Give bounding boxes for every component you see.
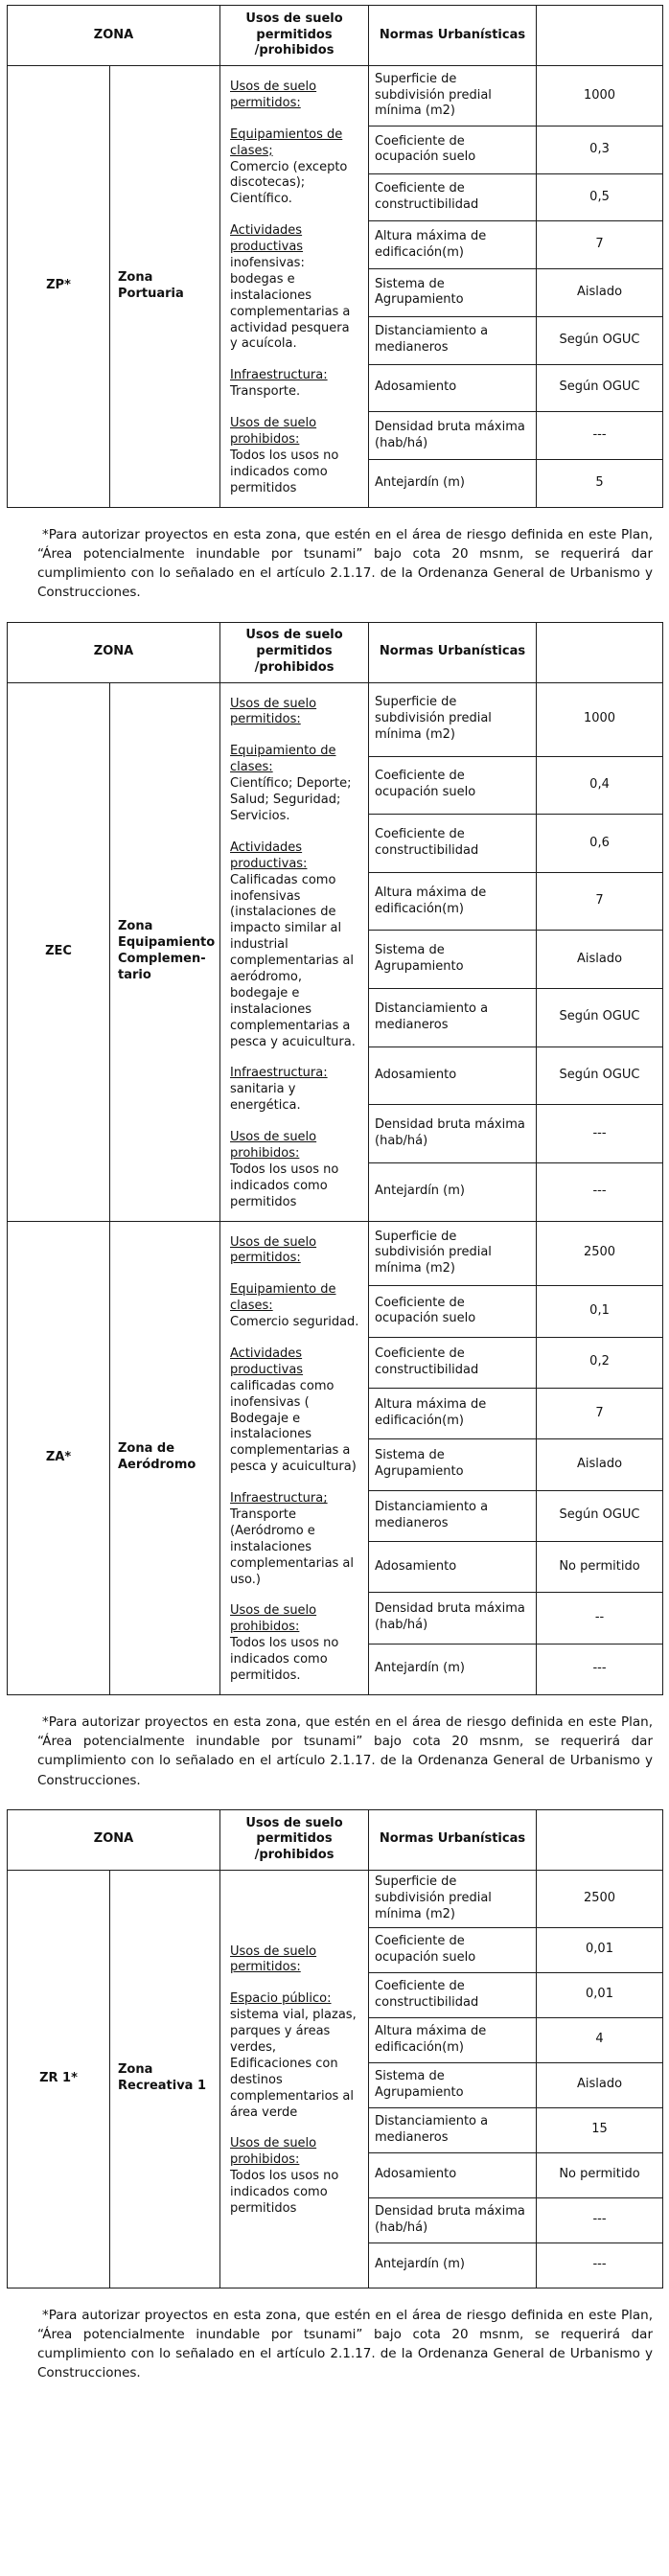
land-use-heading: Equipamiento de clases: bbox=[230, 1282, 336, 1314]
norm-label: Altura máxima de edificación(m) bbox=[369, 872, 537, 931]
normas-header-cell: Normas Urbanísticas bbox=[369, 6, 537, 66]
norm-value: 2500 bbox=[537, 1870, 663, 1927]
norm-label: Coeficiente de constructibilidad bbox=[369, 1972, 537, 2017]
land-use-block bbox=[230, 1603, 360, 1684]
land-use-body: Transporte. bbox=[230, 384, 301, 400]
norm-label: Coeficiente de ocupación suelo bbox=[369, 1927, 537, 1972]
land-use-heading: Usos de suelo permitidos: bbox=[230, 80, 317, 110]
norm-value: --- bbox=[537, 2197, 663, 2242]
land-use-block bbox=[230, 416, 360, 496]
norm-label: Altura máxima de edificación(m) bbox=[369, 221, 537, 269]
norm-value-header-cell bbox=[537, 622, 663, 682]
land-use-block bbox=[230, 744, 360, 824]
norm-label: Distanciamiento a medianeros bbox=[369, 1490, 537, 1541]
land-use-cell bbox=[220, 682, 369, 1221]
norm-label: Distanciamiento a medianeros bbox=[369, 988, 537, 1046]
land-use-block bbox=[230, 1346, 360, 1476]
land-use-block bbox=[230, 223, 360, 353]
land-use-block bbox=[230, 80, 360, 112]
norm-label: Distanciamiento a medianeros bbox=[369, 316, 537, 364]
land-use-body: Calificadas como inofensivas (instalaciones de impacto similar al industrial complementarias al aeródromo, bodegaje e instalaciones complementarias a pesca y acuicultura. bbox=[230, 872, 356, 1049]
zone-name: Zona de Aeródromo bbox=[110, 1221, 220, 1694]
norm-label: Superficie de subdivisión predial mínima (m2) bbox=[369, 1221, 537, 1286]
norm-label: Adosamiento bbox=[369, 2152, 537, 2197]
norm-row bbox=[8, 66, 663, 126]
norm-label: Densidad bruta máxima (hab/há) bbox=[369, 2197, 537, 2242]
norm-value-header-cell bbox=[537, 1809, 663, 1870]
table-header-row bbox=[8, 6, 663, 66]
norm-label: Antejardín (m) bbox=[369, 1162, 537, 1221]
norm-value: Según OGUC bbox=[537, 1490, 663, 1541]
norm-label: Sistema de Agrupamiento bbox=[369, 269, 537, 317]
norm-label: Densidad bruta máxima (hab/há) bbox=[369, 412, 537, 460]
norm-label: Densidad bruta máxima (hab/há) bbox=[369, 1593, 537, 1644]
norm-label: Superficie de subdivisión predial mínima (m2) bbox=[369, 682, 537, 756]
land-use-block bbox=[230, 840, 360, 1051]
norm-value: --- bbox=[537, 1644, 663, 1694]
zone-table bbox=[7, 622, 663, 1695]
zone-table bbox=[7, 1809, 663, 2288]
norm-value: Aislado bbox=[537, 1439, 663, 1490]
norm-value: Según OGUC bbox=[537, 988, 663, 1046]
norm-value: Aislado bbox=[537, 2062, 663, 2107]
footnote: *Para autorizar proyectos en esta zona, que estén en el área de riesgo definida en este Plan, “Área potencialmente inundable por tsunami” bajo cota 20 msnm, se requerirá dar cumplimiento con lo señalado en el artículo 2.1.17. de la Ordenanza General de Urbanismo y Construcciones. bbox=[37, 526, 653, 601]
norm-label: Antejardín (m) bbox=[369, 2242, 537, 2288]
norm-row bbox=[8, 1870, 663, 1927]
norm-value: --- bbox=[537, 1105, 663, 1163]
norm-label: Sistema de Agrupamiento bbox=[369, 2062, 537, 2107]
land-use-block bbox=[230, 127, 360, 208]
usos-header-cell: Usos de suelo permitidos /prohibidos bbox=[220, 1809, 369, 1870]
land-use-body: Transporte (Aeródromo e instalaciones complementarias al uso.) bbox=[230, 1507, 355, 1587]
land-use-heading: Actividades productivas bbox=[230, 1346, 304, 1377]
norm-row bbox=[8, 1221, 663, 1286]
norm-value: 0,01 bbox=[537, 1972, 663, 2017]
norm-label: Altura máxima de edificación(m) bbox=[369, 1388, 537, 1438]
land-use-body: inofensivas: bodegas e instalaciones complementarias a actividad pesquera y acuícola. bbox=[230, 256, 351, 352]
norm-label: Adosamiento bbox=[369, 1046, 537, 1105]
land-use-block bbox=[230, 1130, 360, 1210]
land-use-body: Comercio (excepto discotecas); Científico. bbox=[230, 159, 348, 207]
norm-value: Aislado bbox=[537, 269, 663, 317]
norm-value: 5 bbox=[537, 459, 663, 507]
normas-header-cell: Normas Urbanísticas bbox=[369, 622, 537, 682]
norm-value: 4 bbox=[537, 2017, 663, 2062]
land-use-body: Científico; Deporte; Salud; Seguridad; Servicios. bbox=[230, 776, 352, 823]
norm-label: Coeficiente de constructibilidad bbox=[369, 173, 537, 221]
land-use-body: Todos los usos no indicados como permitidos bbox=[230, 448, 339, 495]
zona-header-cell: ZONA bbox=[8, 6, 220, 66]
land-use-body: sanitaria y energética. bbox=[230, 1082, 301, 1114]
land-use-cell bbox=[220, 66, 369, 508]
land-use-heading: Usos de suelo prohibidos: bbox=[230, 1130, 317, 1161]
norm-label: Coeficiente de constructibilidad bbox=[369, 815, 537, 873]
zone-name: Zona Recreativa 1 bbox=[110, 1870, 220, 2288]
land-use-heading: Infraestructura: bbox=[230, 368, 328, 383]
footnote: *Para autorizar proyectos en esta zona, que estén en el área de riesgo definida en este Plan, “Área potencialmente inundable por tsunami” bajo cota 20 msnm, se requerirá dar cumplimiento con lo señalado en el artículo 2.1.17. de la Ordenanza General de Urbanismo y Construcciones. bbox=[37, 1714, 653, 1788]
norm-value: Aislado bbox=[537, 931, 663, 989]
norm-label: Coeficiente de ocupación suelo bbox=[369, 756, 537, 815]
land-use-block bbox=[230, 1235, 360, 1268]
norm-value: 0,5 bbox=[537, 173, 663, 221]
land-use-heading: Usos de suelo permitidos: bbox=[230, 1944, 317, 1975]
zone-table bbox=[7, 5, 663, 508]
land-use-heading: Actividades productivas bbox=[230, 223, 304, 255]
zone-name: Zona Equipamiento Complemen-tario bbox=[110, 682, 220, 1221]
norm-row bbox=[8, 682, 663, 756]
norm-value: 7 bbox=[537, 872, 663, 931]
land-use-heading: Infraestructura; bbox=[230, 1491, 328, 1506]
norm-value: 0,6 bbox=[537, 815, 663, 873]
zone-code: ZP* bbox=[8, 66, 110, 508]
land-use-block bbox=[230, 1491, 360, 1588]
norm-label: Coeficiente de constructibilidad bbox=[369, 1337, 537, 1388]
norm-label: Coeficiente de ocupación suelo bbox=[369, 1286, 537, 1337]
norm-value: 0,2 bbox=[537, 1337, 663, 1388]
norm-value-header-cell bbox=[537, 6, 663, 66]
norm-value: Según OGUC bbox=[537, 316, 663, 364]
norm-value: 0,1 bbox=[537, 1286, 663, 1337]
land-use-block bbox=[230, 1282, 360, 1331]
norm-value: Según OGUC bbox=[537, 364, 663, 412]
land-use-body: sistema vial, plazas, parques y áreas verdes, Edificaciones con destinos complementarios al área verde bbox=[230, 2008, 357, 2120]
norm-value: --- bbox=[537, 2242, 663, 2288]
land-use-block bbox=[230, 697, 360, 729]
norm-value: 1000 bbox=[537, 682, 663, 756]
norm-value: 0,3 bbox=[537, 126, 663, 174]
zone-name: Zona Portuaria bbox=[110, 66, 220, 508]
table-header-row bbox=[8, 622, 663, 682]
land-use-heading: Espacio público: bbox=[230, 1991, 332, 2007]
norm-value: 7 bbox=[537, 221, 663, 269]
norm-label: Coeficiente de ocupación suelo bbox=[369, 126, 537, 174]
norm-value: 15 bbox=[537, 2107, 663, 2152]
land-use-body: calificadas como inofensivas ( Bodegaje e instalaciones complementarias a pesca y acuicultura) bbox=[230, 1378, 357, 1475]
land-use-body: Todos los usos no indicados como permitidos bbox=[230, 1162, 339, 1209]
zone-code: ZR 1* bbox=[8, 1870, 110, 2288]
norm-label: Altura máxima de edificación(m) bbox=[369, 2017, 537, 2062]
land-use-heading: Usos de suelo prohibidos: bbox=[230, 2136, 317, 2168]
land-use-heading: Equipamientos de clases; bbox=[230, 126, 343, 158]
norm-value: --- bbox=[537, 1162, 663, 1221]
zone-code: ZA* bbox=[8, 1221, 110, 1694]
norm-value: Según OGUC bbox=[537, 1046, 663, 1105]
norm-value: 7 bbox=[537, 1388, 663, 1438]
norm-label: Superficie de subdivisión predial mínima (m2) bbox=[369, 66, 537, 126]
footnote: *Para autorizar proyectos en esta zona, que estén en el área de riesgo definida en este Plan, “Área potencialmente inundable por tsunami” bajo cota 20 msnm, se requerirá dar cumplimiento con lo señalado en el artículo 2.1.17. de la Ordenanza General de Urbanismo y Construcciones. bbox=[37, 2307, 653, 2381]
land-use-heading: Usos de suelo prohibidos: bbox=[230, 416, 317, 448]
norm-label: Antejardín (m) bbox=[369, 459, 537, 507]
norm-label: Sistema de Agrupamiento bbox=[369, 931, 537, 989]
usos-header-cell: Usos de suelo permitidos /prohibidos bbox=[220, 622, 369, 682]
land-use-block bbox=[230, 1066, 360, 1115]
norm-value: No permitido bbox=[537, 2152, 663, 2197]
norm-label: Adosamiento bbox=[369, 364, 537, 412]
land-use-heading: Usos de suelo permitidos: bbox=[230, 1234, 317, 1266]
document-page bbox=[7, 5, 662, 2383]
land-use-heading: Actividades productivas: bbox=[230, 840, 308, 871]
land-use-heading: Usos de suelo prohibidos: bbox=[230, 1603, 317, 1635]
land-use-heading: Infraestructura: bbox=[230, 1066, 328, 1081]
norm-value: 0,4 bbox=[537, 756, 663, 815]
norm-value: -- bbox=[537, 1593, 663, 1644]
norm-label: Densidad bruta máxima (hab/há) bbox=[369, 1105, 537, 1163]
land-use-body: Todos los usos no indicados como permitidos. bbox=[230, 1636, 339, 1684]
norm-label: Antejardín (m) bbox=[369, 1644, 537, 1694]
land-use-body: Todos los usos no indicados como permitidos bbox=[230, 2169, 339, 2217]
land-use-block bbox=[230, 368, 360, 401]
land-use-cell bbox=[220, 1221, 369, 1694]
norm-label: Adosamiento bbox=[369, 1541, 537, 1592]
land-use-block bbox=[230, 1944, 360, 1977]
norm-value: 2500 bbox=[537, 1221, 663, 1286]
norm-label: Sistema de Agrupamiento bbox=[369, 1439, 537, 1490]
zona-header-cell: ZONA bbox=[8, 1809, 220, 1870]
norm-label: Distanciamiento a medianeros bbox=[369, 2107, 537, 2152]
norm-value: No permitido bbox=[537, 1541, 663, 1592]
normas-header-cell: Normas Urbanísticas bbox=[369, 1809, 537, 1870]
land-use-cell bbox=[220, 1870, 369, 2288]
land-use-heading: Usos de suelo permitidos: bbox=[230, 696, 317, 727]
norm-value: 0,01 bbox=[537, 1927, 663, 1972]
usos-header-cell: Usos de suelo permitidos /prohibidos bbox=[220, 6, 369, 66]
land-use-block bbox=[230, 2136, 360, 2217]
zona-header-cell: ZONA bbox=[8, 622, 220, 682]
table-header-row bbox=[8, 1809, 663, 1870]
norm-value: --- bbox=[537, 412, 663, 460]
land-use-block bbox=[230, 1991, 360, 2121]
norm-label: Superficie de subdivisión predial mínima (m2) bbox=[369, 1870, 537, 1927]
land-use-heading: Equipamiento de clases: bbox=[230, 744, 336, 775]
land-use-body: Comercio seguridad. bbox=[230, 1315, 359, 1330]
norm-value: 1000 bbox=[537, 66, 663, 126]
zone-code: ZEC bbox=[8, 682, 110, 1221]
